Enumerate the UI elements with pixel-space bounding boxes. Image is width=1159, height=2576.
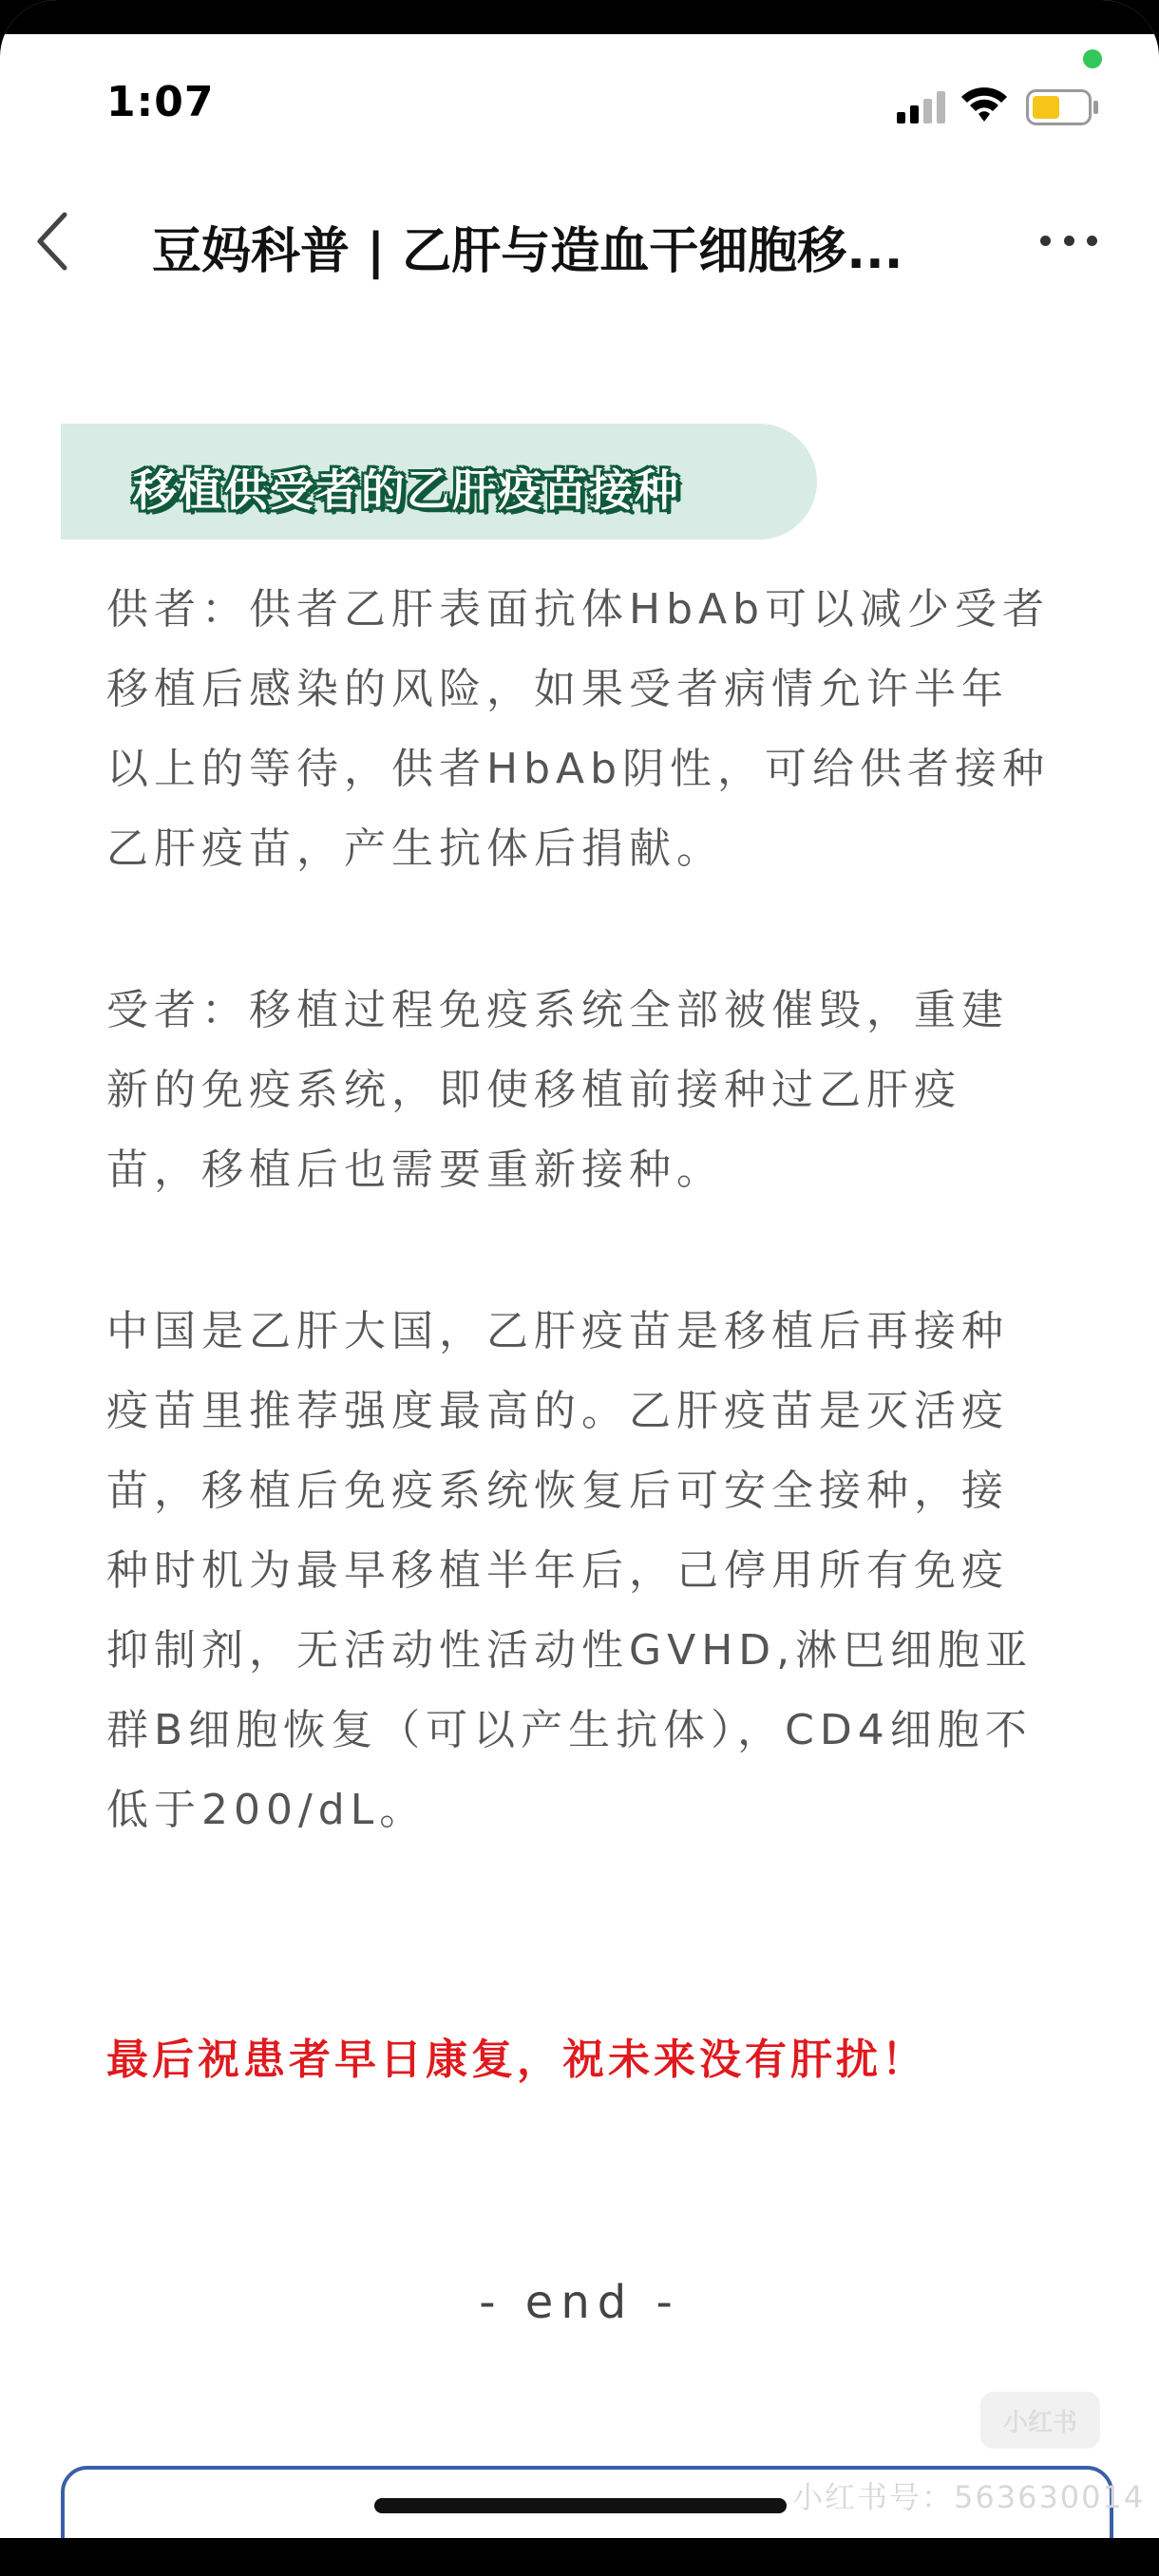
more-icon[interactable] — [1040, 230, 1097, 251]
status-time: 1:07 — [106, 78, 215, 126]
paragraph-donor — [106, 570, 1056, 889]
text-line: 乙肝疫苗，产生抗体后捐献。 — [106, 824, 724, 873]
text-line: 苗，移植后免疫系统恢复后可安全接种，接 — [106, 1467, 1009, 1515]
home-indicator[interactable] — [374, 2498, 787, 2513]
top-bezel — [0, 0, 1159, 34]
section-title: 移植供受者的乙肝疫苗接种 — [133, 464, 680, 516]
text-line: 中国是乙肝大国，乙肝疫苗是移植后再接种 — [106, 1307, 1009, 1355]
camera-indicator-icon — [1083, 49, 1102, 68]
page-title: 豆妈科普 | 乙肝与造血干细胞移... — [152, 223, 903, 280]
text-line: 种时机为最早移植半年后，己停用所有免疫 — [106, 1546, 1009, 1595]
text-line: 苗，移植后也需要重新接种。 — [106, 1146, 724, 1194]
text-line: 新的免疫系统，即使移植前接种过乙肝疫 — [106, 1066, 961, 1114]
paragraph-recipient — [106, 971, 1056, 1210]
text-line: 以上的等待，供者HbAb阴性，可给供者接种 — [106, 745, 1051, 793]
wifi-icon — [960, 84, 1009, 123]
bottom-bezel — [0, 2538, 1159, 2576]
closing-text: 最后祝患者早日康复，祝未来没有肝扰！ — [106, 2036, 927, 2084]
battery-icon — [1026, 89, 1100, 125]
paragraph-china — [106, 1292, 1056, 1850]
text-line: 受者：移植过程免疫系统全部被催毁，重建 — [106, 986, 1009, 1034]
watermark-logo: 小红书 — [980, 2392, 1100, 2449]
text-line: 供者：供者乙肝表面抗体HbAb可以减少受者 — [106, 585, 1051, 634]
text-line: 疫苗里推荐强度最高的。乙肝疫苗是灭活疫 — [106, 1387, 1009, 1435]
watermark-id: 小红书号：563630014 — [792, 2479, 1146, 2515]
chevron-left-icon[interactable] — [28, 207, 76, 275]
text-line: 低于200/dL。 — [106, 1786, 428, 1834]
end-mark: - end - — [479, 2276, 680, 2329]
signal-icon — [897, 91, 948, 123]
text-line: 移植后感染的风险，如果受者病情允许半年 — [106, 665, 1009, 713]
text-line: 群B细胞恢复（可以产生抗体），CD4细胞不 — [106, 1706, 1033, 1754]
text-line: 抑制剂，无活动性活动性GVHD,淋巴细胞亚 — [106, 1626, 1034, 1675]
